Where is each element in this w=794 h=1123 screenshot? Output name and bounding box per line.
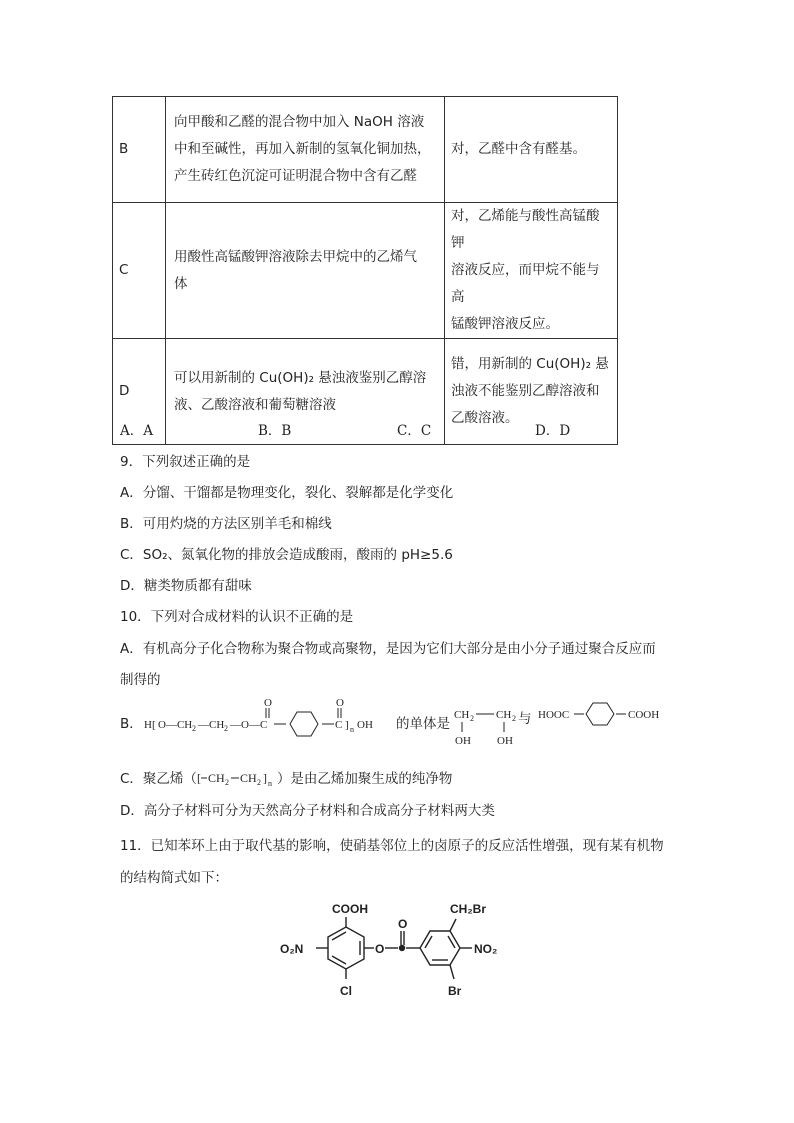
statement-line: 液、乙酸溶液和葡萄糖溶液: [174, 396, 336, 413]
q10-option-a-line2: 制得的: [120, 672, 161, 688]
q9-option-a: A．分馏、干馏都是物理变化，裂化、裂解都是化学变化: [120, 485, 454, 501]
svg-text:2: 2: [470, 714, 474, 723]
statement-line: 体: [174, 275, 188, 292]
svg-text:]: ]: [262, 771, 267, 785]
svg-text:2: 2: [256, 778, 261, 787]
svg-text:OH: OH: [497, 735, 513, 747]
judgment-line: 浊液不能鉴别乙醇溶液和: [451, 383, 600, 399]
row-letter: C: [113, 203, 166, 339]
judgment-line: 错，用新制的 Cu(OH)₂ 悬: [451, 356, 609, 372]
judgment-line: 乙酸溶液。: [451, 410, 519, 426]
svg-text:n: n: [350, 725, 354, 734]
q11-stem-line2: 的结构简式如下：: [120, 870, 228, 886]
svg-text:COOH: COOH: [628, 709, 660, 721]
choice-d: D．D: [535, 423, 571, 439]
q10-stem: 10．下列对合成材料的认识不正确的是: [120, 609, 354, 625]
statement-line: 向甲酸和乙醛的混合物中加入 NaOH 溶液: [174, 114, 425, 130]
q10-option-c: [120, 767, 452, 787]
svg-text:OH: OH: [357, 719, 373, 731]
judgment-line: 溶液反应，而甲烷不能与高: [451, 262, 600, 305]
q10-option-b-mid: 的单体是: [396, 716, 450, 732]
row-letter: B: [113, 97, 166, 203]
q11-molecule-structure: [270, 895, 530, 1010]
statement-line: 用酸性高锰酸钾溶液除去甲烷中的乙烯气: [174, 248, 417, 265]
svg-text:HOOC: HOOC: [538, 709, 570, 721]
svg-text:2: 2: [512, 714, 516, 723]
svg-text:2: 2: [192, 724, 196, 733]
judgment-line: 对，乙烯能与酸性高锰酸钾: [451, 208, 600, 251]
q9-option-d: D．糖类物质都有甜味: [120, 578, 252, 594]
svg-text:[: [: [196, 771, 201, 785]
svg-text:—CH: —CH: [198, 719, 225, 731]
q10-option-a-line1: A．有机高分子化合物称为聚合物或高聚物，是因为它们大部分是由小分子通过聚合反应而: [120, 641, 656, 657]
q9-option-c: C．SO₂、氮氧化物的排放会造成酸雨，酸雨的 pH≥5.6: [120, 547, 453, 563]
no2-label: NO₂: [474, 942, 498, 956]
option-c-prefix: C．聚乙烯（: [120, 771, 197, 787]
q11-stem-line1: 11．已知苯环上由于取代基的影响，使硝基邻位上的卤原子的反应活性增强，现有某有机物: [120, 838, 664, 854]
svg-text:]: ]: [345, 719, 349, 731]
svg-text:CH: CH: [239, 771, 257, 785]
svg-text:CH: CH: [207, 771, 225, 785]
svg-text:CH: CH: [454, 709, 470, 721]
svg-text:2: 2: [224, 778, 229, 787]
statement-line: 产生砖红色沉淀可证明混合物中含有乙醛: [174, 168, 417, 184]
cooh-label: COOH: [332, 902, 368, 916]
o2n-label: O₂N: [280, 942, 304, 956]
choice-c: C．C: [397, 423, 432, 439]
option-c-suffix: ）是由乙烯加聚生成的纯净物: [276, 771, 453, 787]
svg-text:O: O: [398, 917, 408, 931]
svg-text:—O—C: —O—C: [230, 719, 268, 731]
svg-text:O: O: [264, 698, 272, 709]
judgment-line: 锰酸钾溶液反应。: [451, 316, 559, 332]
svg-text:H: H: [144, 719, 152, 731]
svg-text:[: [: [152, 719, 156, 731]
q9-option-b: B．可用灼烧的方法区别羊毛和棉线: [120, 516, 332, 532]
table-row: [113, 203, 618, 339]
svg-text:n: n: [267, 779, 272, 787]
svg-text:O: O: [375, 942, 385, 956]
svg-text:2: 2: [224, 724, 228, 733]
polyester-structure: [140, 698, 402, 750]
terephthalic-acid-structure: [538, 700, 678, 732]
judgment-line: 对，乙醛中含有醛基。: [451, 141, 586, 157]
statement-line: 中和至碱性，再加入新制的氢氧化铜加热，: [174, 141, 431, 157]
q9-stem: 9．下列叙述正确的是: [120, 454, 251, 470]
q10-option-d: D．高分子材料可分为天然高分子材料和合成高分子材料两大类: [120, 803, 495, 819]
svg-text:O—CH: O—CH: [158, 719, 193, 731]
table-row: [113, 97, 618, 203]
row-statement: [166, 203, 445, 339]
options-table: [112, 96, 618, 445]
ch2br-label: CH₂Br: [450, 902, 486, 916]
choice-a: A．A: [120, 423, 153, 439]
svg-text:C: C: [335, 719, 343, 731]
q10-option-b-prefix: B．: [120, 716, 143, 732]
row-statement: [166, 97, 445, 203]
ethylene-glycol-structure: [452, 700, 522, 750]
row-judgment: [445, 339, 618, 445]
row-judgment: [445, 203, 618, 339]
cl-label: Cl: [340, 984, 352, 998]
br-label: Br: [448, 984, 462, 998]
svg-text:O: O: [336, 698, 344, 709]
q10-option-b-and: 与: [518, 711, 532, 727]
svg-text:CH: CH: [496, 709, 512, 721]
svg-text:OH: OH: [455, 735, 471, 747]
choice-b: B．B: [258, 423, 292, 439]
row-judgment: [445, 97, 618, 203]
row-letter: D: [113, 339, 166, 445]
polyethylene-formula: [197, 767, 277, 787]
statement-line: 可以用新制的 Cu(OH)₂ 悬浊液鉴别乙醇溶: [174, 369, 427, 386]
